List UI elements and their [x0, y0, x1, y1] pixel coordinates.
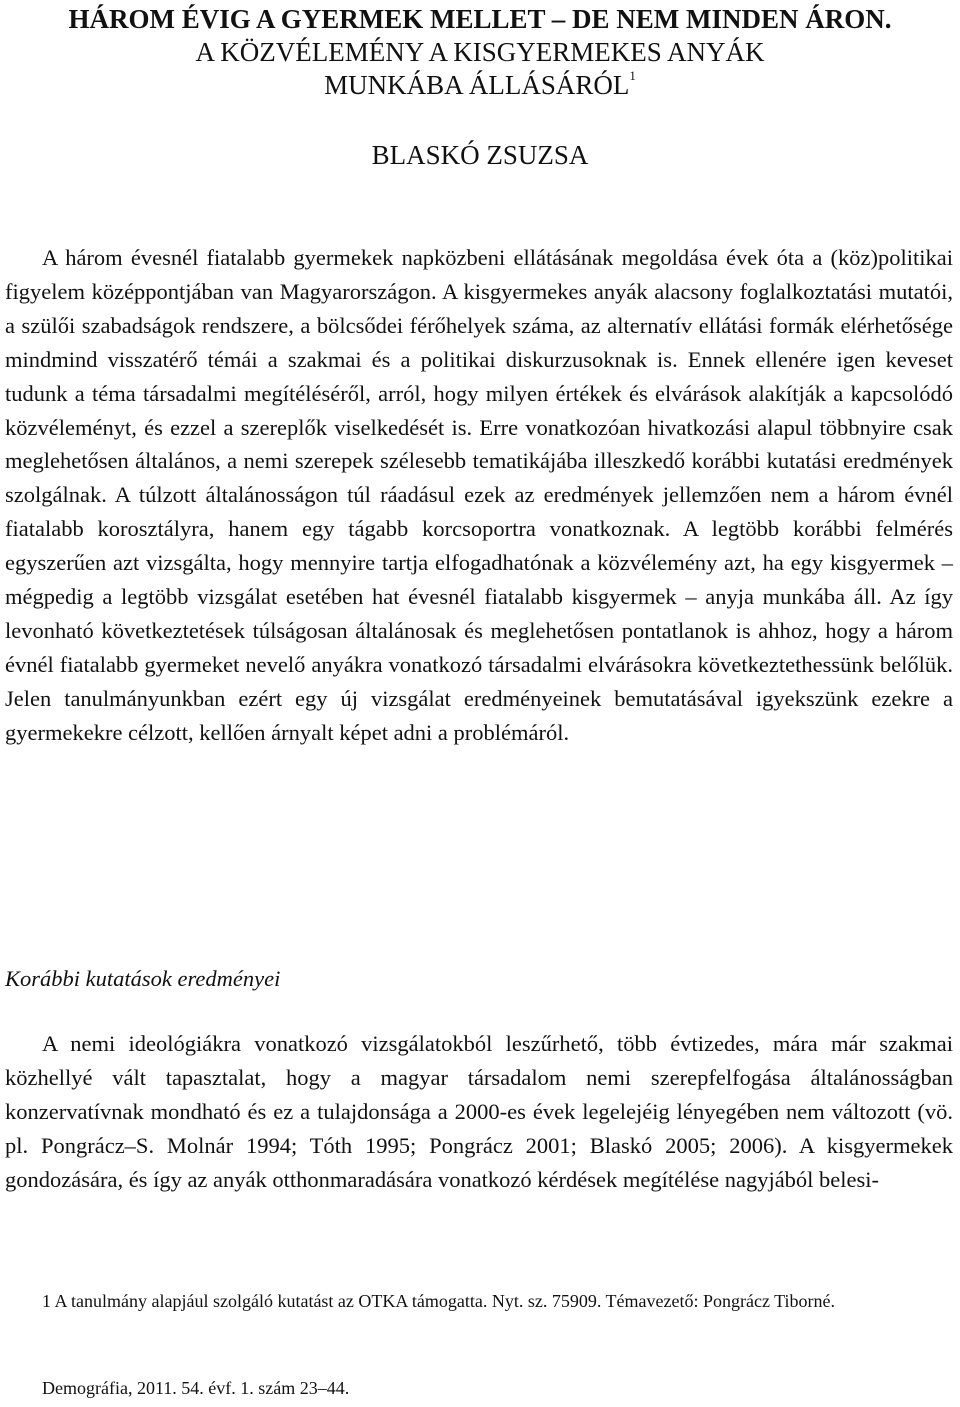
journal-citation: Demográfia, 2011. 54. évf. 1. szám 23–44. — [42, 1378, 350, 1398]
title-line-3 — [0, 69, 960, 102]
abstract-paragraph: A három évesnél fiatalabb gyermekek napközbeni ellátásának megoldása évek óta a (köz)politikai figyelem középpontjában van Magyarországon. A kisgyermekes anyák alacsony foglalkoztatási mutatói, a szülői szabadságok rendszere, a bölcsődei férőhelyek száma, az alternatív ellátási formák elérhetősége mindmind visszatérő témái a szakmai és a politikai diskurzusoknak is. Ennek ellenére igen keveset tudunk a téma társadalmi megítéléséről, arról, hogy milyen értékek és elvárások alakítják a kapcsolódó közvéleményt, és ezzel a szereplők viselkedését is. Erre vonatkozóan hivatkozási alapul többnyire csak meglehetősen általános, a nemi szerepek szélesebb tematikájába illeszkedő korábbi kutatási eredmények szolgálnak. A túlzott általánosságon túl ráadásul ezek az eredmények jellemzően nem a három évnél fiatalabb korosztályra, hanem egy tágabb korcsoportra vonatkoznak. A legtöbb korábbi felmérés egyszerűen azt vizsgálta, hogy mennyire tartja elfogadhatónak a közvélemény azt, ha egy kisgyermek – mégpedig a legtöbb vizsgálat esetében hat évesnél fiatalabb kisgyermek – anyja munkába áll. Az így levonható következtetések túlságosan általánosak és meglehetősen pontatlanok is ahhoz, hogy a három évnél fiatalabb gyermeket nevelő anyákra vonatkozó társadalmi elvárásokra következtethessünk belőlük. Jelen tanulmányunkban ezért egy új vizsgálat eredményeinek bemutatásával igyekszünk ezekre a gyermekekre célzott, kellően árnyalt képet adni a problémáról. — [5, 245, 953, 745]
section-heading: Korábbi kutatások eredményei — [5, 966, 281, 991]
title-line-2: A KÖZVÉLEMÉNY A KISGYERMEKES ANYÁK — [195, 37, 765, 67]
section-body-paragraph: A nemi ideológiákra vonatkozó vizsgálatokból leszűrhető, több évtizedes, mára már szakmai közhellyé vált tapasztalat, hogy a magyar társadalom nemi szerepfelfogása általánosságban konzervatívnak mondható és ez a tulajdonsága a 2000-es évek legelejéig lényegében nem változott (vö. pl. Pongrácz–S. Molnár 1994; Tóth 1995; Pongrácz 2001; Blaskó 2005; 2006). A kisgyermekek gondozására, és így az anyák otthonmaradására vonatkozó kérdések megítélése nagyjából belesi- — [5, 1031, 953, 1192]
title-line-1: HÁROM ÉVIG A GYERMEK MELLET – DE NEM MINDEN ÁRON. — [68, 4, 892, 34]
title-footnote-marker[interactable]: 1 — [629, 68, 636, 83]
author-name: BLASKÓ ZSUZSA — [371, 140, 589, 170]
title-line-3-text: MUNKÁBA ÁLLÁSÁRÓL — [324, 70, 630, 100]
footnote: 1 A tanulmány alapjául szolgáló kutatást az OTKA támogatta. Nyt. sz. 75909. Témavezető: Pongrácz Tiborné. — [42, 1291, 835, 1311]
